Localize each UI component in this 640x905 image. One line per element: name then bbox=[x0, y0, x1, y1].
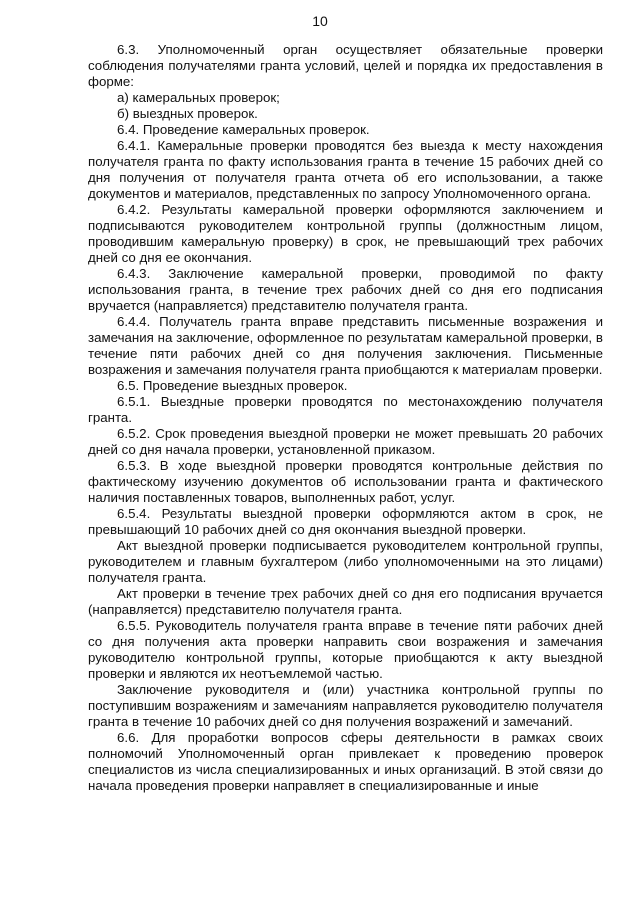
paragraph-6-4-1: 6.4.1. Камеральные проверки проводятся без выезда к месту нахождения получателя гранта по факту использования гранта в течение 15 рабочих дней со дня получения от получателя гранта отчета об его использовании, а также документов и материалов, представленных по запросу Уполномоченного органа. bbox=[88, 138, 603, 201]
paragraph-list-item-a: а) камеральных проверок; bbox=[117, 90, 280, 105]
page-number: 10 bbox=[312, 13, 328, 29]
paragraph-6-4: 6.4. Проведение камеральных проверок. bbox=[117, 122, 370, 137]
paragraph-6-5-3: 6.5.3. В ходе выездной проверки проводятся контрольные действия по фактическому изучению документов об использовании гранта и фактического наличия поставленных товаров, выполненных работ, услуг. bbox=[88, 458, 603, 505]
paragraph-6-4-4: 6.4.4. Получатель гранта вправе представить письменные возражения и замечания на заключение, оформленное по результатам камеральной проверки, в течение пяти рабочих дней со дня получения заключения. Письменные возражения и замечания получателя гранта приобщаются к материалам проверки. bbox=[88, 314, 603, 377]
paragraph-6-5: 6.5. Проведение выездных проверок. bbox=[117, 378, 348, 393]
document-body bbox=[88, 42, 603, 794]
paragraph-list-item-b: б) выездных проверок. bbox=[117, 106, 258, 121]
paragraph-6-4-3: 6.4.3. Заключение камеральной проверки, проводимой по факту использования гранта, в течение трех рабочих дней со дня его подписания вручается (направляется) представителю получателя гранта. bbox=[88, 266, 603, 313]
paragraph-6-5-4: 6.5.4. Результаты выездной проверки оформляются актом в срок, не превышающий 10 рабочих дней со дня окончания выездной проверки. bbox=[88, 506, 603, 537]
paragraph-6-5-2: 6.5.2. Срок проведения выездной проверки не может превышать 20 рабочих дней со дня начала проверки, установленной приказом. bbox=[88, 426, 603, 457]
paragraph-act-signing: Акт выездной проверки подписывается руководителем контрольной группы, руководителем и главным бухгалтером (либо уполномоченными на это лицами) получателя гранта. bbox=[88, 538, 603, 585]
paragraph-6-6: 6.6. Для проработки вопросов сферы деятельности в рамках своих полномочий Уполномоченный орган привлекает к проведению проверок специалистов из числа специализированных и иных организаций. В этой связи до начала проведения проверки направляет в специализированные и иные bbox=[88, 730, 603, 793]
paragraph-act-delivery: Акт проверки в течение трех рабочих дней со дня его подписания вручается (направляется) представителю получателя гранта. bbox=[88, 586, 603, 617]
paragraph-6-3: 6.3. Уполномоченный орган осуществляет обязательные проверки соблюдения получателями гранта условий, целей и порядка их предоставления в форме: bbox=[88, 42, 603, 89]
paragraph-conclusion: Заключение руководителя и (или) участника контрольной группы по поступившим возражениям и замечаниям направляется руководителю получателя гранта в течение 10 рабочих дней со дня получения возражений и замечаний. bbox=[88, 682, 603, 729]
paragraph-6-5-5: 6.5.5. Руководитель получателя гранта вправе в течение пяти рабочих дней со дня получения акта проверки направить свои возражения и замечания руководителю контрольной группы, которые приобщаются к акту выездной проверки и являются их неотъемлемой частью. bbox=[88, 618, 603, 681]
paragraph-6-5-1: 6.5.1. Выездные проверки проводятся по местонахождению получателя гранта. bbox=[88, 394, 603, 425]
paragraph-6-4-2: 6.4.2. Результаты камеральной проверки оформляются заключением и подписываются руководителем контрольной группы (должностным лицом, проводившим камеральную проверку) в срок, не превышающий трех рабочих дней со дня ее окончания. bbox=[88, 202, 603, 265]
